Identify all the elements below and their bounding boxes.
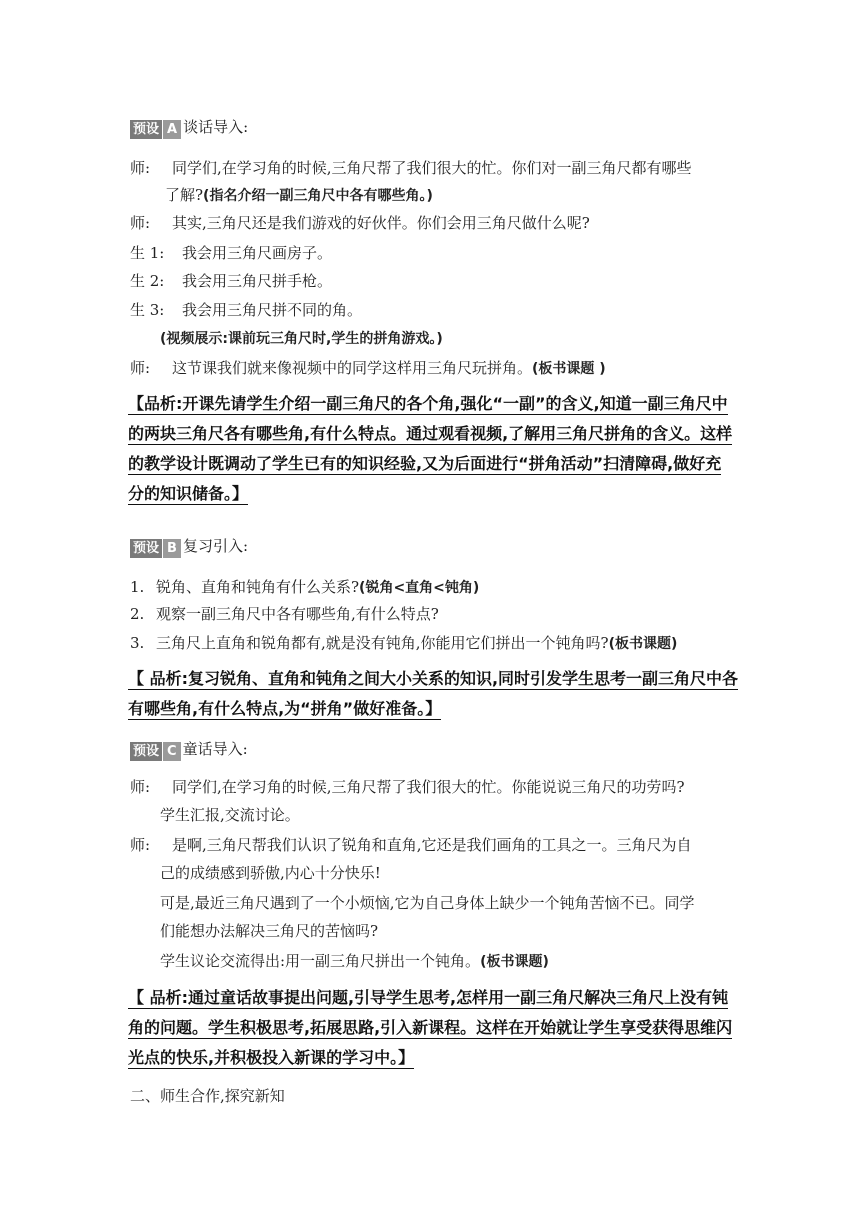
teacher-line-c2-cont1: 己的成绩感到骄傲,内心十分快乐! bbox=[160, 864, 381, 882]
commentary-b bbox=[128, 664, 740, 724]
teacher-line-c1: 师: 同学们,在学习角的时候,三角尺帮了我们很大的忙。你能说说三角尺的功劳吗? bbox=[130, 778, 685, 796]
teacher-line-c2-cont4: 学生议论交流得出:用一副三角尺拼出一个钝角。(板书课题) bbox=[160, 952, 549, 970]
section-b-heading bbox=[130, 535, 248, 558]
commentary-line: 光点的快乐,并积极投入新课的学习中。】 bbox=[128, 1048, 415, 1067]
section-two-heading: 二、师生合作,探究新知 bbox=[130, 1087, 285, 1105]
section-a-heading bbox=[130, 116, 248, 139]
teacher-line-c2: 师: 是啊,三角尺帮我们认识了锐角和直角,它还是我们画角的工具之一。三角尺为自 bbox=[130, 836, 692, 854]
question-2: 2. 观察一副三角尺中各有哪些角,有什么特点? bbox=[130, 605, 439, 623]
teacher-line-c1-cont: 学生汇报,交流讨论。 bbox=[160, 806, 300, 824]
teacher-line-a3: 师: 这节课我们就来像视频中的同学这样用三角尺玩拼角。(板书课题 ) bbox=[130, 359, 606, 377]
commentary-line: 【品析:开课先请学生介绍一副三角尺的各个角,强化“一副”的含义,知道一副三角尺中 bbox=[128, 394, 728, 413]
teacher-line-c2-cont2: 可是,最近三角尺遇到了一个小烦恼,它为自己身体上缺少一个钝角苦恼不已。同学 bbox=[160, 894, 695, 912]
commentary-a bbox=[128, 389, 740, 509]
commentary-line: 角的问题。学生积极思考,拓展思路,引入新课程。这样在开始就让学生享受获得思维闪 bbox=[128, 1018, 733, 1037]
commentary-line: 的教学设计既调动了学生已有的知识经验,又为后面进行“拼角活动”扫清障碍,做好充 bbox=[128, 454, 722, 473]
student-line-1: 生 1: 我会用三角尺画房子。 bbox=[130, 244, 333, 262]
student-line-3: 生 3: 我会用三角尺拼不同的角。 bbox=[130, 301, 363, 319]
teacher-line-a2: 师: 其实,三角尺还是我们游戏的好伙伴。你们会用三角尺做什么呢? bbox=[130, 214, 590, 232]
section-c-title: 童话导入: bbox=[182, 740, 248, 758]
commentary-line: 的两块三角尺各有哪些角,有什么特点。通过观看视频,了解用三角尺拼角的含义。这样 bbox=[128, 424, 733, 443]
question-1: 1. 锐角、直角和钝角有什么关系?(锐角<直角<钝角) bbox=[130, 578, 480, 596]
section-a-title: 谈话导入: bbox=[183, 118, 249, 136]
teacher-line-a1: 师: 同学们,在学习角的时候,三角尺帮了我们很大的忙。你们对一副三角尺都有哪些 bbox=[130, 159, 692, 177]
section-b-title: 复习引入: bbox=[182, 537, 248, 555]
question-3: 3. 三角尺上直角和锐角都有,就是没有钝角,你能用它们拼出一个钝角吗?(板书课题) bbox=[130, 634, 678, 652]
student-line-2: 生 2: 我会用三角尺拼手枪。 bbox=[130, 272, 333, 290]
preset-a-badge: 预设 A bbox=[130, 117, 181, 139]
preset-c-badge: 预设 C bbox=[130, 739, 181, 761]
commentary-line: 分的知识储备。】 bbox=[128, 484, 249, 503]
teacher-line-a1-cont: 了解?(指名介绍一副三角尺中各有哪些角。) bbox=[165, 186, 433, 204]
teacher-line-c2-cont3: 们能想办法解决三角尺的苦恼吗? bbox=[160, 922, 379, 940]
section-c-heading bbox=[130, 738, 248, 761]
commentary-line: 【 品析:通过童话故事提出问题,引导学生思考,怎样用一副三角尺解决三角尺上没有钝 bbox=[128, 988, 729, 1007]
commentary-line: 有哪些角,有什么特点,为“拼角”做好准备。】 bbox=[128, 699, 442, 718]
video-note: (视频展示:课前玩三角尺时,学生的拼角游戏。) bbox=[160, 331, 443, 347]
commentary-c bbox=[128, 983, 740, 1073]
commentary-line: 【 品析:复习锐角、直角和钝角之间大小关系的知识,同时引发学生思考一副三角尺中各 bbox=[128, 669, 739, 688]
preset-b-badge: 预设 B bbox=[130, 536, 181, 558]
